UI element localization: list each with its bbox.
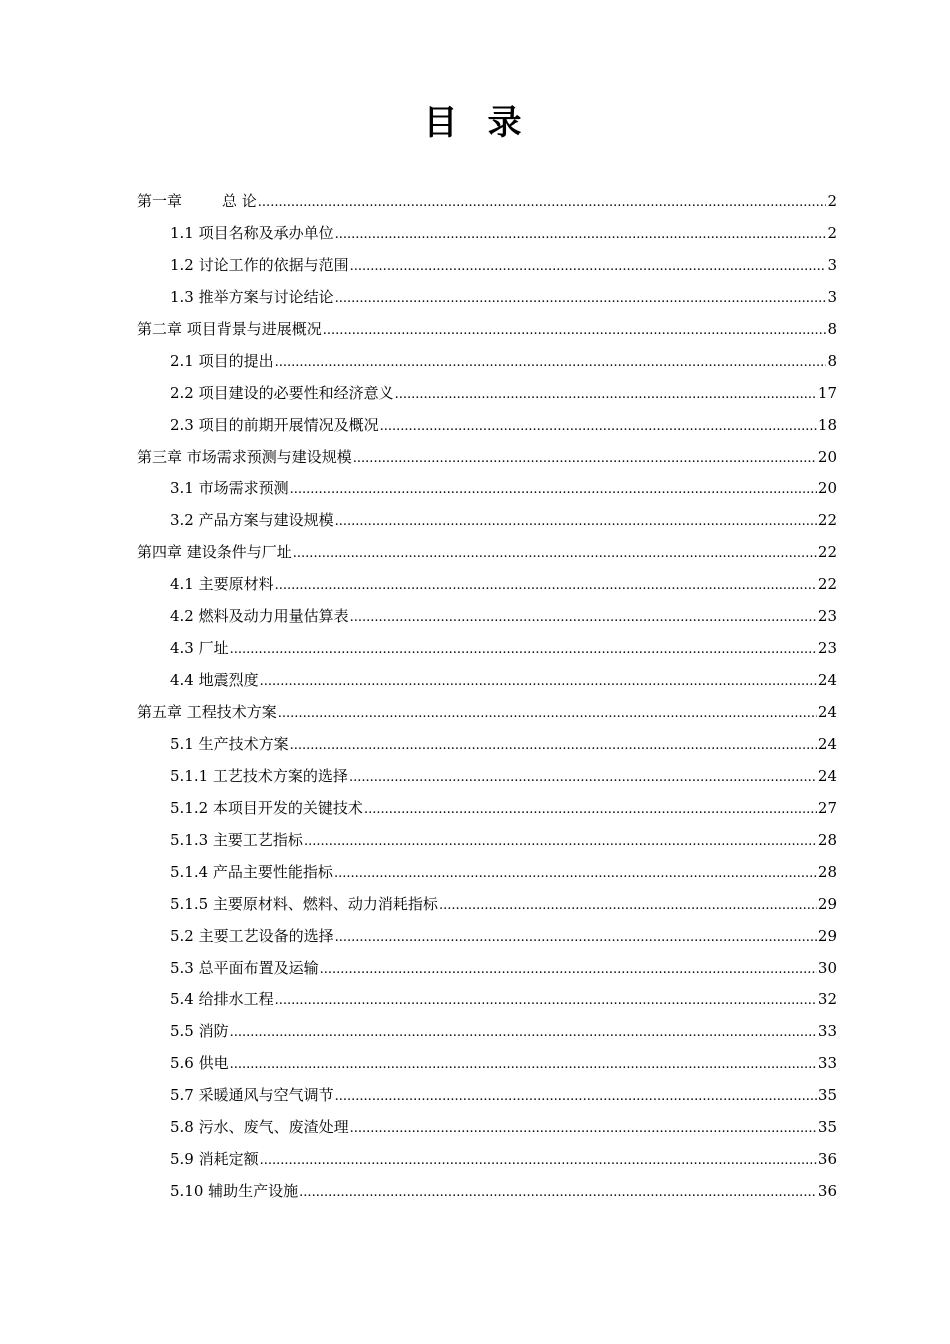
- toc-page-number: 2: [827, 192, 837, 210]
- toc-page-number: 36: [817, 1182, 837, 1201]
- toc-section-entry[interactable]: [137, 793, 837, 825]
- toc-section-entry[interactable]: [137, 921, 837, 953]
- toc-page-number: 23: [817, 639, 837, 658]
- toc-entry-text: 5.1.1 工艺技术方案的选择: [170, 766, 348, 785]
- toc-section-entry[interactable]: [137, 601, 837, 633]
- toc-entry-text: 5.1.2 本项目开发的关键技术: [170, 798, 363, 817]
- toc-entry-label: [170, 953, 319, 985]
- toc-entry-label: [170, 665, 259, 697]
- toc-section-entry[interactable]: [137, 346, 837, 378]
- toc-page-number: 22: [817, 543, 837, 562]
- toc-section-entry[interactable]: [137, 410, 837, 442]
- toc-entry-text: 1.2 讨论工作的依据与范围: [170, 255, 349, 274]
- toc-section-entry[interactable]: [137, 857, 837, 889]
- toc-entry-label: [170, 601, 349, 633]
- toc-entry-text: 第五章 工程技术方案: [137, 703, 277, 721]
- toc-entry-text: 5.9 消耗定额: [170, 1150, 259, 1169]
- toc-dot-leader: [334, 857, 817, 890]
- toc-dot-leader: [335, 282, 827, 315]
- toc-dot-leader: [350, 601, 817, 634]
- toc-section-entry[interactable]: [137, 569, 837, 601]
- toc-dot-leader: [260, 665, 817, 698]
- toc-entry-text: 4.2 燃料及动力用量估算表: [170, 607, 349, 626]
- toc-section-entry[interactable]: [137, 633, 837, 665]
- toc-entry-text: 3.2 产品方案与建设规模: [170, 511, 334, 530]
- toc-page-number: 20: [817, 447, 837, 466]
- toc-entry-label: [170, 473, 289, 505]
- toc-entry-label: [170, 1048, 229, 1080]
- toc-dot-leader: [304, 825, 817, 858]
- toc-section-entry[interactable]: [137, 1112, 837, 1144]
- toc-dot-leader: [335, 1080, 817, 1113]
- toc-dot-leader: [364, 793, 817, 826]
- toc-entry-text: 5.4 给排水工程: [170, 990, 274, 1009]
- toc-dot-leader: [439, 889, 817, 922]
- toc-page-number: 18: [817, 415, 837, 434]
- toc-entry-label: [170, 378, 394, 410]
- toc-entry-label: [170, 729, 289, 761]
- toc-page-number: 27: [817, 798, 837, 817]
- toc-entry-label: [170, 1112, 349, 1144]
- toc-page-number: 33: [817, 1054, 837, 1073]
- toc-entry-label: [170, 250, 349, 282]
- toc-dot-leader: [230, 1048, 817, 1081]
- toc-entry-label: [170, 793, 363, 825]
- toc-entry-text: 第三章 市场需求预测与建设规模: [137, 447, 352, 466]
- toc-entry-label: [170, 346, 274, 378]
- toc-entry-label: [170, 1176, 298, 1208]
- table-of-contents: [137, 186, 837, 1208]
- toc-dot-leader: [350, 1112, 817, 1145]
- toc-entry-label: [170, 569, 274, 601]
- toc-dot-leader: [380, 410, 817, 443]
- toc-dot-leader: [350, 250, 827, 283]
- toc-entry-text: 4.4 地震烈度: [170, 671, 259, 690]
- toc-entry-text: 4.3 厂址: [170, 639, 229, 658]
- toc-page-number: 33: [817, 1022, 837, 1041]
- toc-section-entry[interactable]: [137, 505, 837, 537]
- toc-entry-text: 1.3 推举方案与讨论结论: [170, 287, 334, 306]
- toc-dot-leader: [353, 442, 817, 475]
- toc-page-number: 8: [827, 351, 837, 370]
- toc-page-number: 24: [817, 671, 837, 690]
- toc-section-entry[interactable]: [137, 1176, 837, 1208]
- toc-chapter-entry[interactable]: [137, 442, 837, 474]
- toc-page-number: 20: [817, 479, 837, 498]
- toc-entry-label: [170, 1144, 259, 1176]
- toc-entry-text: 第一章: [137, 192, 183, 210]
- toc-entry-label: [170, 410, 379, 442]
- toc-chapter-entry[interactable]: [137, 537, 837, 569]
- toc-dot-leader: [335, 218, 827, 251]
- toc-entry-label: [137, 186, 257, 218]
- toc-section-entry[interactable]: [137, 729, 837, 761]
- toc-entry-text: 2.2 项目建设的必要性和经济意义: [170, 383, 394, 402]
- toc-dot-leader: [323, 314, 827, 347]
- toc-dot-leader: [275, 984, 817, 1017]
- toc-page-number: 17: [817, 383, 837, 402]
- toc-entry-text: 第四章 建设条件与厂址: [137, 543, 292, 562]
- toc-page-number: 28: [817, 830, 837, 849]
- toc-entry-text: 5.1.4 产品主要性能指标: [170, 862, 333, 881]
- toc-page-number: 36: [817, 1150, 837, 1169]
- toc-section-entry[interactable]: [137, 378, 837, 410]
- toc-entry-label: [170, 921, 334, 953]
- toc-section-entry[interactable]: [137, 761, 837, 793]
- toc-section-entry[interactable]: [137, 218, 837, 250]
- toc-dot-leader: [275, 569, 817, 602]
- toc-page-number: 3: [827, 287, 837, 306]
- toc-page-number: 29: [817, 894, 837, 913]
- toc-section-entry[interactable]: [137, 889, 837, 921]
- toc-page-number: 29: [817, 926, 837, 945]
- toc-section-entry[interactable]: [137, 473, 837, 505]
- toc-chapter-entry[interactable]: [137, 697, 837, 729]
- toc-entry-label: [170, 889, 438, 921]
- toc-dot-leader: [335, 921, 817, 954]
- toc-entry-subtitle: 总 论: [222, 192, 257, 210]
- toc-entry-text: 5.10 辅助生产设施: [170, 1182, 299, 1201]
- toc-page-number: 24: [817, 766, 837, 785]
- toc-page-number: 35: [817, 1086, 837, 1105]
- toc-entry-label: [137, 442, 352, 474]
- toc-entry-label: [170, 218, 334, 250]
- toc-page-number: 24: [817, 703, 837, 721]
- toc-dot-leader: [230, 1016, 817, 1049]
- toc-page-number: 3: [827, 255, 837, 274]
- toc-page-number: 8: [827, 319, 837, 338]
- toc-page-number: 23: [817, 607, 837, 626]
- toc-dot-leader: [278, 697, 817, 730]
- toc-page-number: 2: [827, 223, 837, 242]
- toc-page-number: 30: [817, 958, 837, 977]
- toc-entry-text: 5.7 采暖通风与空气调节: [170, 1086, 334, 1105]
- toc-entry-label: [170, 633, 229, 665]
- toc-entry-label: [170, 857, 333, 889]
- toc-dot-leader: [290, 729, 817, 762]
- toc-entry-text: 5.3 总平面布置及运输: [170, 958, 319, 977]
- page-title: 目录: [423, 103, 552, 143]
- toc-entry-label: [170, 825, 303, 857]
- toc-entry-text: 5.1.3 主要工艺指标: [170, 830, 303, 849]
- toc-page-number: 32: [817, 990, 837, 1009]
- toc-dot-leader: [290, 473, 817, 506]
- toc-page-number: 24: [817, 734, 837, 753]
- toc-section-entry[interactable]: [137, 825, 837, 857]
- toc-section-entry[interactable]: [137, 665, 837, 697]
- toc-entry-label: [170, 1016, 229, 1048]
- toc-entry-label: [170, 282, 334, 314]
- toc-section-entry[interactable]: [137, 953, 837, 985]
- toc-entry-text: 5.2 主要工艺设备的选择: [170, 926, 334, 945]
- toc-section-entry[interactable]: [137, 1144, 837, 1176]
- toc-entry-label: [170, 505, 334, 537]
- toc-section-entry[interactable]: [137, 1080, 837, 1112]
- toc-dot-leader: [320, 953, 817, 986]
- toc-entry-text: 2.1 项目的提出: [170, 351, 274, 370]
- toc-page-number: 22: [817, 575, 837, 594]
- toc-entry-text: 5.6 供电: [170, 1054, 229, 1073]
- toc-dot-leader: [299, 1176, 817, 1209]
- toc-entry-label: [170, 984, 274, 1016]
- toc-entry-label: [137, 537, 292, 569]
- toc-section-entry[interactable]: [137, 282, 837, 314]
- toc-entry-text: 2.3 项目的前期开展情况及概况: [170, 415, 379, 434]
- toc-entry-text: 5.8 污水、废气、废渣处理: [170, 1118, 349, 1137]
- toc-dot-leader: [349, 761, 817, 794]
- toc-section-entry[interactable]: [137, 1016, 837, 1048]
- toc-chapter-entry[interactable]: [137, 186, 837, 218]
- toc-entry-label: [170, 761, 348, 793]
- toc-entry-text: 5.1.5 主要原材料、燃料、动力消耗指标: [170, 894, 438, 913]
- toc-entry-text: 5.5 消防: [170, 1022, 229, 1041]
- toc-entry-label: [170, 1080, 334, 1112]
- toc-page-number: 22: [817, 511, 837, 530]
- toc-entry-label: [137, 697, 277, 729]
- toc-section-entry[interactable]: [137, 1048, 837, 1080]
- toc-dot-leader: [258, 186, 827, 219]
- toc-entry-text: 第二章 项目背景与进展概况: [137, 319, 322, 338]
- toc-page-number: 28: [817, 862, 837, 881]
- toc-dot-leader: [293, 537, 817, 570]
- toc-dot-leader: [335, 505, 817, 538]
- toc-dot-leader: [230, 633, 817, 666]
- toc-page-number: 35: [817, 1118, 837, 1137]
- toc-entry-text: 5.1 生产技术方案: [170, 734, 289, 753]
- toc-section-entry[interactable]: [137, 250, 837, 282]
- toc-entry-text: 4.1 主要原材料: [170, 575, 274, 594]
- toc-entry-label: [137, 314, 322, 346]
- toc-entry-text: 1.1 项目名称及承办单位: [170, 223, 334, 242]
- toc-dot-leader: [395, 378, 817, 411]
- toc-dot-leader: [260, 1144, 817, 1177]
- toc-dot-leader: [275, 346, 827, 379]
- toc-entry-text: 3.1 市场需求预测: [170, 479, 289, 498]
- toc-section-entry[interactable]: [137, 984, 837, 1016]
- toc-chapter-entry[interactable]: [137, 314, 837, 346]
